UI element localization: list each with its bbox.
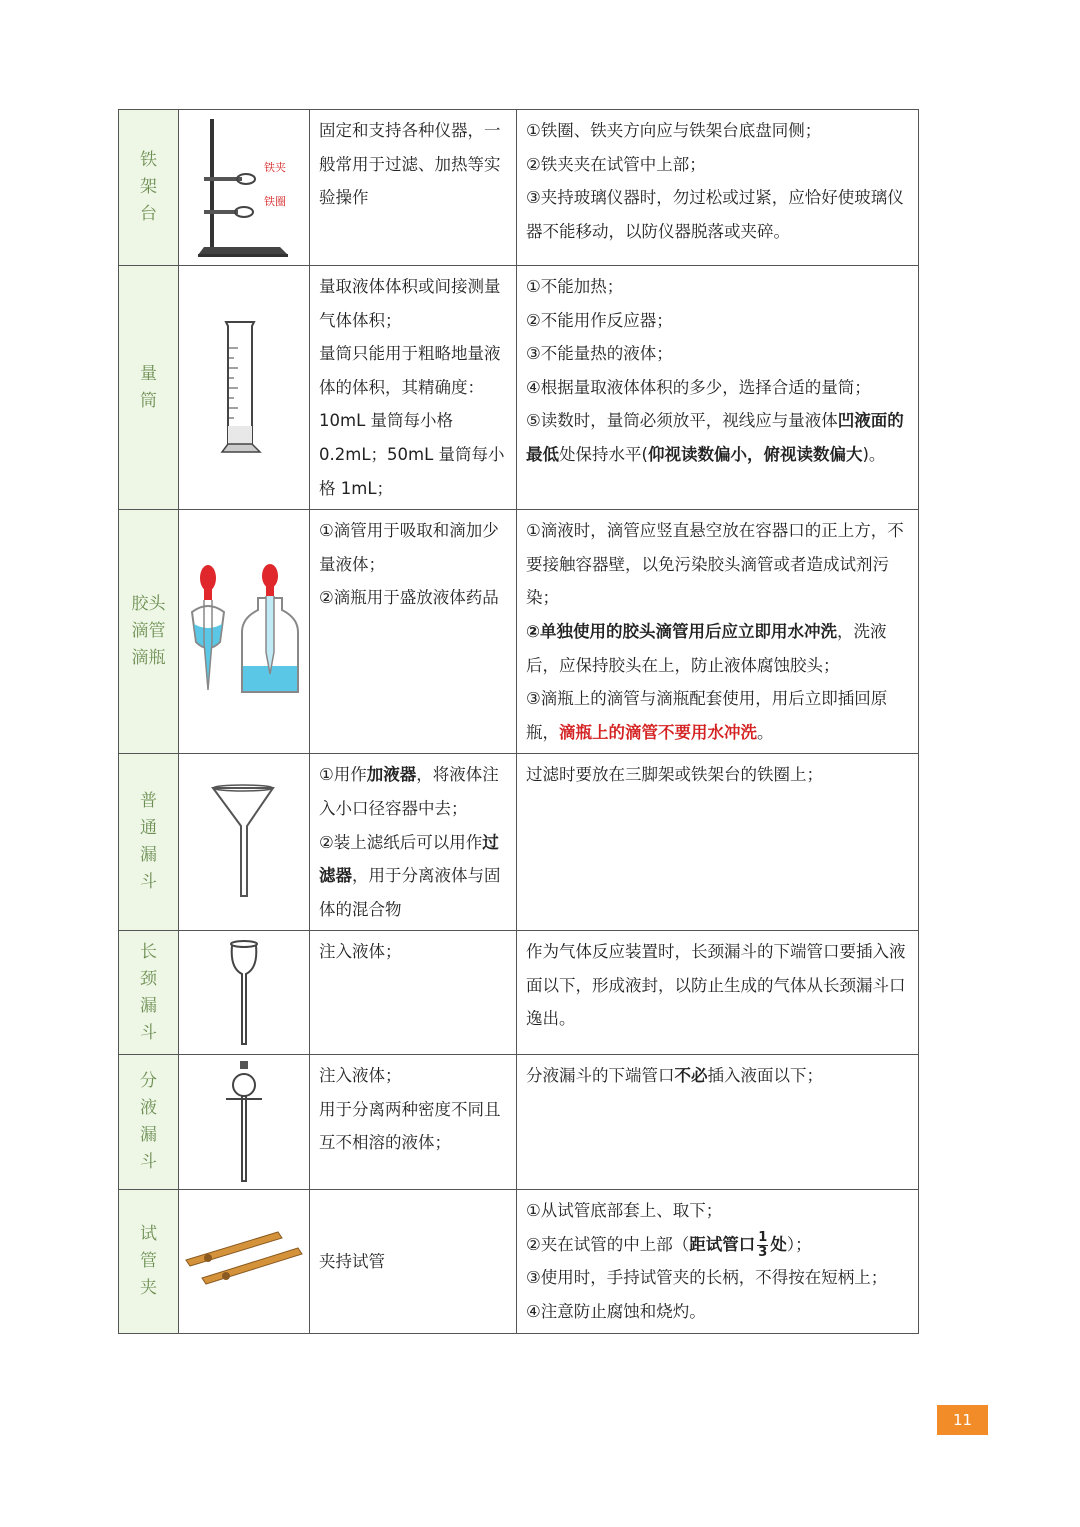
funnel-icon (209, 782, 279, 902)
note-item: 作为气体反应装置时，长颈漏斗的下端管口要插入液面以下，形成液封，以防止生成的气体从长颈漏斗口逸出。 (526, 942, 906, 1029)
test-tube-holder-icon (182, 1226, 306, 1296)
note-item: ③夹持玻璃仪器时，勿过松或过紧，应恰好使玻璃仪器不能移动，以防仪器脱落或夹碎。 (526, 188, 904, 241)
apparatus-name: 铁架台 (140, 150, 157, 224)
note-item: ②夹在试管的中上部（距试管口 $\frac{1}{3}$ 处）； (526, 1229, 812, 1260)
table-row (119, 266, 919, 510)
apparatus-use: 量筒只能用于粗略地量液体的体积，其精确度：10mL 量筒每小格 0.2mL；50mL 量筒每小格 1mL； (319, 344, 505, 498)
apparatus-name: 胶头滴管滴瓶 (131, 594, 166, 669)
note-item: ④注意防止腐蚀和烧灼。 (526, 1302, 706, 1322)
apparatus-name: 长颈漏斗 (140, 941, 157, 1043)
note-item: ①滴液时，滴管应竖直悬空放在容器口的正上方，不要接触容器壁，以免污染胶头滴管或者造成试剂污染； (526, 521, 904, 608)
apparatus-name: 量筒 (140, 363, 157, 411)
separatory-funnel-icon (224, 1059, 264, 1185)
apparatus-use: 用于分离两种密度不同且互不相溶的液体； (319, 1099, 501, 1153)
note-item: ②单独使用的胶头滴管用后应立即用水冲洗，洗液后，应保持胶头在上，防止液体腐蚀胶头； (526, 621, 887, 675)
note-item: ③滴瓶上的滴管与滴瓶配套使用，用后立即插回原瓶，滴瓶上的滴管不要用水冲洗。 (526, 689, 888, 742)
iron-stand-icon (194, 115, 294, 261)
apparatus-name: 普通漏斗 (140, 791, 157, 893)
note-item: ③不能量热的液体； (526, 344, 673, 364)
note-item: ①不能加热； (526, 277, 624, 296)
table-row (119, 510, 919, 754)
table-row (119, 1055, 919, 1190)
apparatus-use: ①滴管用于吸取和滴加少量液体； (319, 521, 499, 574)
note-item: ①从试管底部套上、取下； (526, 1201, 723, 1221)
apparatus-table (118, 109, 919, 1334)
apparatus-name: 分液漏斗 (140, 1071, 157, 1173)
note-item: ②不能用作反应器； (526, 310, 673, 330)
apparatus-use: 注入液体； (319, 942, 402, 962)
iron-clamp-label: 铁夹 (264, 160, 286, 174)
note-item: 分液漏斗的下端管口不必插入液面以下； (526, 1066, 823, 1086)
note-item: 过滤时要放在三脚架或铁架台的铁圈上； (526, 765, 823, 785)
table-row (119, 1190, 919, 1333)
fraction: $\frac{1}{3}$ (758, 1229, 768, 1260)
table-row (119, 110, 919, 266)
table-row (119, 931, 919, 1055)
apparatus-use: ②装上滤纸后可以用作过滤器，用于分离液体与固体的混合物 (319, 832, 501, 919)
apparatus-use: ②滴瓶用于盛放液体药品 (319, 588, 499, 608)
note-item: ③使用时，手持试管夹的长柄，不得按在短柄上； (526, 1268, 888, 1288)
dropper-and-dropping-bottle-icon (182, 562, 306, 702)
long-neck-funnel-icon (224, 938, 264, 1048)
table-row (119, 754, 919, 931)
note-item: ⑤读数时，量筒必须放平，视线应与量液体凹液面的最低处保持水平(仰视读数偏小，俯视读数偏大)。 (526, 411, 904, 464)
apparatus-use: 注入液体； (319, 1066, 402, 1086)
iron-ring-label: 铁圈 (264, 194, 286, 208)
apparatus-use: 量取液体体积或间接测量气体体积； (319, 277, 501, 330)
note-item: ①铁圈、铁夹方向应与铁架台底盘同侧； (526, 121, 822, 140)
apparatus-use: 固定和支持各种仪器，一般常用于过滤、加热等实验操作 (319, 121, 501, 208)
note-item: ②铁夹夹在试管中上部； (526, 154, 706, 174)
page-number: 11 (937, 1405, 988, 1435)
apparatus-name: 试管夹 (140, 1223, 157, 1298)
graduated-cylinder-icon (214, 318, 274, 458)
note-item: ④根据量取液体体积的多少，选择合适的量筒； (526, 377, 871, 397)
apparatus-use: 夹持试管 (319, 1251, 385, 1271)
apparatus-use: ①用作加液器，将液体注入小口径容器中去； (319, 765, 499, 818)
